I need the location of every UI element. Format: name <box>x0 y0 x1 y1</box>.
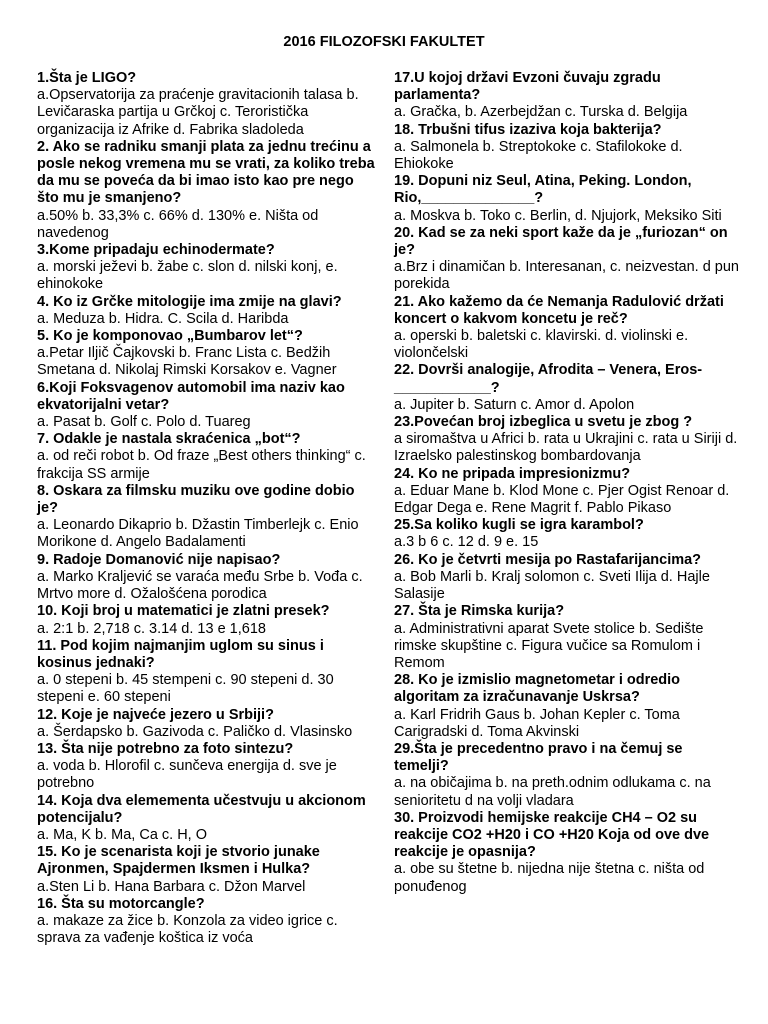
question-text: 3.Kome pripadaju echinodermate? <box>37 242 275 259</box>
question-item <box>37 638 379 707</box>
question-item <box>394 672 739 741</box>
answer-options: a. Ma, K b. Ma, Ca c. H, O <box>37 826 208 843</box>
question-item <box>394 603 739 672</box>
answer-options: a. Pasat b. Golf c. Polo d. Tuareg <box>37 414 251 431</box>
answer-options: a.3 b 6 c. 12 d. 9 e. 15 <box>394 534 539 551</box>
question-item <box>37 483 379 552</box>
answer-options: a.50% b. 33,3% c. 66% d. 130% e. Ništa od navedenog <box>37 207 319 241</box>
answer-options: a. Jupiter b. Saturn c. Amor d. Apolon <box>394 396 635 413</box>
right-column <box>394 70 739 896</box>
question-item <box>394 414 739 466</box>
question-item <box>37 741 379 793</box>
question-text: 18. Trbušni tifus izaziva koja bakterija? <box>394 121 662 138</box>
answer-options: a siromaštva u Africi b. rata u Ukrajini c. rata u Siriji d. Izraelsko palestinskog bombardovanja <box>394 431 738 465</box>
answer-options: a. 0 stepeni b. 45 stempeni c. 90 stepeni d. 30 stepeni e. 60 stepeni <box>37 672 334 706</box>
question-text: 10. Koji broj u matematici je zlatni presek? <box>37 603 330 620</box>
answer-options: a. Salmonela b. Streptokoke c. Stafilokoke d. Ehiokoke <box>394 138 683 173</box>
answer-options: a. Gračka, b. Azerbejdžan c. Turska d. Belgija <box>394 104 688 121</box>
question-text: 12. Koje je najveće jezero u Srbiji? <box>37 706 274 723</box>
question-text: 25.Sa koliko kugli se igra karambol? <box>394 517 644 534</box>
question-item <box>394 466 739 518</box>
question-item <box>37 896 379 948</box>
question-item <box>37 603 379 637</box>
question-text: 17.U kojoj državi Evzoni čuvaju zgradu parlamenta? <box>394 70 661 104</box>
question-item <box>394 517 739 551</box>
question-text: 4. Ko iz Grčke mitologije ima zmije na glavi? <box>37 293 342 310</box>
question-text: 24. Ko ne pripada impresionizmu? <box>394 465 631 482</box>
question-item <box>37 793 379 845</box>
question-text: 1.Šta je LIGO? <box>37 70 137 86</box>
answer-options: a. Meduza b. Hidra. C. Scila d. Haribda <box>37 310 289 327</box>
question-text: 21. Ako kažemo da će Nemanja Radulović držati koncert o kakvom koncetu je reč? <box>394 293 724 327</box>
answer-options: a. Marko Kraljević se varaća među Srbe b. Vođa c. Mrtvo more d. Ožalošćena porodica <box>37 568 363 603</box>
question-item <box>37 139 379 242</box>
question-text: 16. Šta su motorcangle? <box>37 895 205 912</box>
question-item <box>394 294 739 363</box>
answer-options: a. Bob Marli b. Kralj solomon c. Sveti Ilija d. Hajle Salasije <box>394 568 710 603</box>
question-text: 5. Ko je komponovao „Bumbarov let“? <box>37 328 303 345</box>
question-text: 9. Radoje Domanović nije napisao? <box>37 551 281 568</box>
question-text: 28. Ko je izmislio magnetometar i odredio algoritam za izračunavanje Uskrsa? <box>394 672 681 706</box>
question-item <box>37 707 379 741</box>
answer-options: a. Karl Fridrih Gaus b. Johan Kepler c. Toma Carigradski d. Toma Akvinski <box>394 706 680 740</box>
question-text: 11. Pod kojim najmanjim uglom su sinus i kosinus jednaki? <box>37 637 324 671</box>
question-text: 30. Proizvodi hemijske reakcije CH4 – O2 su reakcije CO2 +H20 i CO +H20 Koja od ove dve reakcije je opasnija? <box>394 809 710 861</box>
question-item <box>37 552 379 604</box>
question-item <box>37 431 379 483</box>
question-text: 6.Koji Foksvagenov automobil ima naziv kao ekvatorijalni vetar? <box>37 379 345 413</box>
answer-options: a. Eduar Mane b. Klod Mone c. Pjer Ogist Renoar d. Edgar Dega e. Rene Magrit f. Pablo Pikaso <box>394 482 730 517</box>
question-text: 2. Ako se radniku smanji plata za jednu trećinu a posle nekog vremena mu se vrati, za koliko treba da mu se poveća da bi imao isto kao pre nego što mu je smanjeno? <box>37 138 375 207</box>
answer-options: a. Šerdapsko b. Gazivoda c. Paličko d. Vlasinsko <box>37 723 353 740</box>
question-text: 15. Ko je scenarista koji je stvorio junake Ajronmen, Spajdermen Iksmen i Hulka? <box>37 844 320 878</box>
answer-options: a.Brz i dinamičan b. Interesanan, c. neizvestan. d pun porekida <box>394 259 739 293</box>
question-text: 23.Povećan broj izbeglica u svetu je zbog ? <box>394 414 693 431</box>
question-item <box>394 70 739 122</box>
answer-options: a. obe su štetne b. nijedna nije štetna c. ništa od ponuđenog <box>394 861 705 895</box>
question-text: 22. Dovrši analogije, Afrodita – Venera, Eros-____________? <box>394 362 703 396</box>
question-text: 26. Ko je četvrti mesija po Rastafarijancima? <box>394 551 702 568</box>
answer-options: a. makaze za žice b. Konzola za video igrice c. sprava za vađenje koštica iz voća <box>37 912 338 947</box>
answer-options: a. na običajima b. na preth.odnim odlukama c. na senioritetu d na volji vladara <box>394 775 711 809</box>
answer-options: a. Moskva b. Toko c. Berlin, d. Njujork, Meksiko Siti <box>394 207 722 224</box>
answer-options: a.Sten Li b. Hana Barbara c. Džon Marvel <box>37 878 306 895</box>
answer-options: a.Petar Iljič Čajkovski b. Franc Lista c. Bedžih Smetana d. Nikolaj Rimski Korsakov e. Vagner <box>37 345 337 379</box>
question-item <box>394 810 739 896</box>
question-text: 20. Kad se za neki sport kaže da je „furiozan“ on je? <box>394 224 728 259</box>
question-item <box>37 844 379 896</box>
question-text: 19. Dopuni niz Seul, Atina, Peking. London, Rio,______________? <box>394 173 692 207</box>
question-item <box>37 70 379 139</box>
question-item <box>394 173 739 225</box>
question-item <box>394 741 739 810</box>
question-item <box>394 122 739 174</box>
question-text: 14. Koja dva elemementa učestvuju u akcionom potencijalu? <box>37 792 366 826</box>
question-item <box>394 552 739 604</box>
question-text: 13. Šta nije potrebno za foto sintezu? <box>37 740 294 757</box>
answer-options: a.Opservatorija za praćenje gravitacionih talasa b. Levičaraska partija u Grčkoj c. Teroristička organizacija iz Afrike d. Fabrika sladoleda <box>37 87 359 138</box>
answer-options: a. Administrativni aparat Svete stolice b. Sedište rimske skupštine c. Figura vučice sa Romulom i Remom <box>394 620 704 671</box>
question-text: 8. Oskara za filmsku muziku ove godine dobio je? <box>37 482 355 517</box>
question-item <box>394 362 739 414</box>
answer-options: a. 2:1 b. 2,718 c. 3.14 d. 13 e 1,618 <box>37 620 266 637</box>
question-item <box>37 242 379 294</box>
question-item <box>37 328 379 380</box>
page-title: 2016 FILOZOFSKI FAKULTET <box>283 34 485 50</box>
question-text: 29.Šta je precedentno pravo i na čemuj se temelji? <box>394 740 683 775</box>
question-text: 27. Šta je Rimska kurija? <box>394 603 565 620</box>
question-item <box>37 380 379 432</box>
left-column <box>37 70 379 947</box>
answer-options: a. voda b. Hlorofil c. sunčeva energija d. sve je potrebno <box>37 758 337 792</box>
answer-options: a. Leonardo Dikaprio b. Džastin Timberlejk c. Enio Morikone d. Angelo Badalamenti <box>37 517 359 551</box>
question-item <box>37 294 379 328</box>
answer-options: a. od reči robot b. Od fraze „Best others thinking“ c. frakcija SS armije <box>37 448 366 482</box>
answer-options: a. operski b. baletski c. klavirski. d. violinski e. violončelski <box>394 328 689 362</box>
question-item <box>394 225 739 294</box>
answer-options: a. morski ježevi b. žabe c. slon d. nilski konj, e. ehinokoke <box>37 259 338 293</box>
question-text: 7. Odakle je nastala skraćenica „bot“? <box>37 431 301 448</box>
